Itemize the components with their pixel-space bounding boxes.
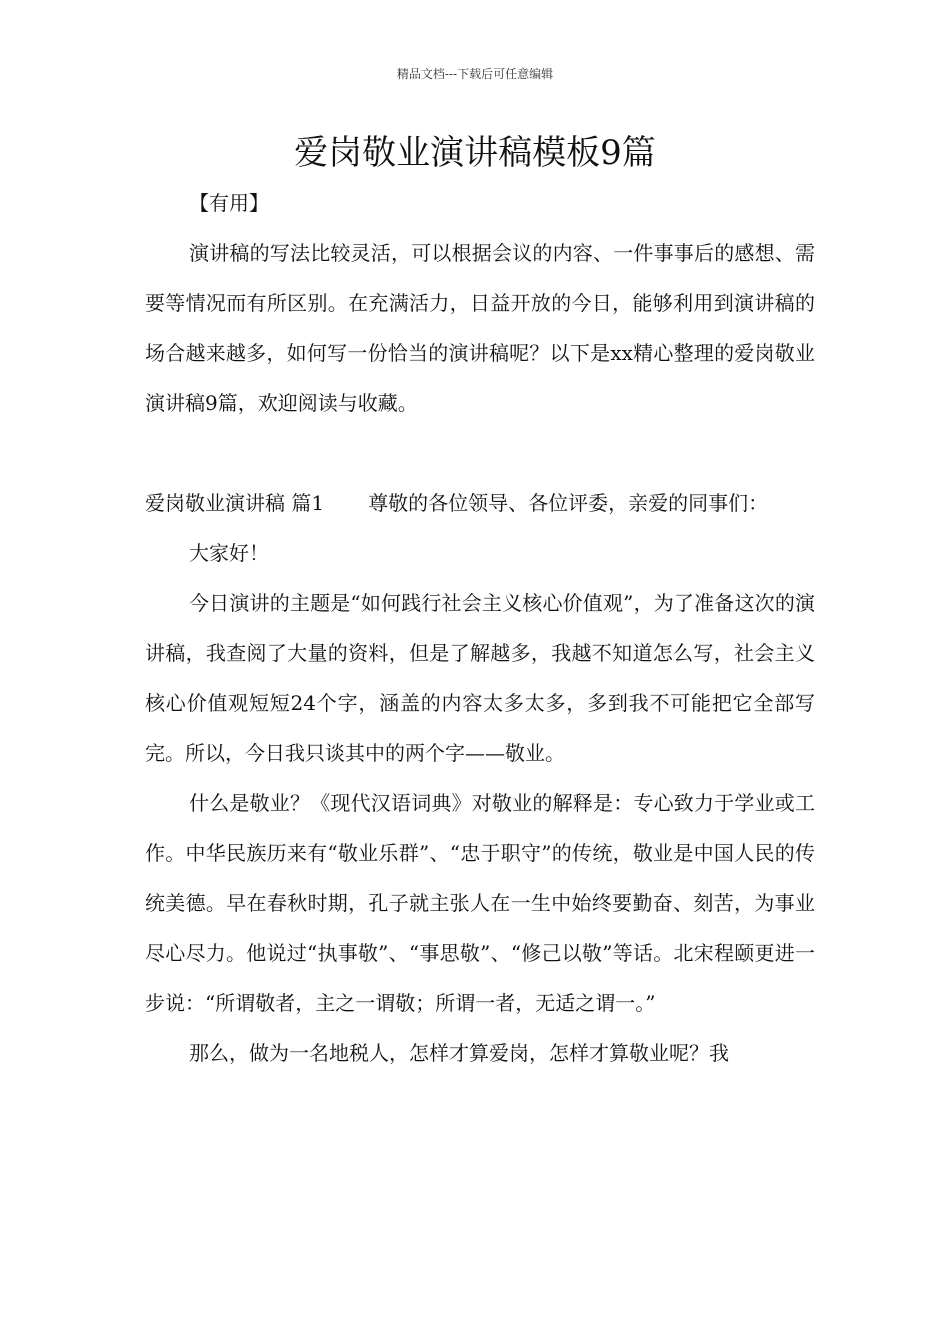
- salutation: 尊敬的各位领导、各位评委，亲爱的同事们：: [368, 491, 769, 515]
- document-body: [145, 178, 815, 1078]
- body-paragraph-1: 今日演讲的主题是“如何践行社会主义核心价值观”，为了准备这次的演讲稿，我查阅了大量的资料，但是了解越多，我越不知道怎么写，社会主义核心价值观短短24个字，涵盖的内容太多太多，多到我不可能把它全部写完。所以，今日我只谈其中的两个字——敬业。: [145, 591, 815, 765]
- section-heading: 爱岗敬业演讲稿 篇1: [145, 491, 325, 515]
- header-watermark: 精品文档---下载后可任意编辑: [396, 67, 554, 81]
- section-heading-line: [145, 478, 815, 528]
- body-paragraph-2: 什么是敬业？《现代汉语词典》对敬业的解释是：专心致力于学业或工作。中华民族历来有“敬业乐群”、“忠于职守”的传统，敬业是中国人民的传统美德。早在春秋时期，孔子就主张人在一生中始终要勤奋、刻苦，为事业尽心尽力。他说过“执事敬”、“事思敬”、“修己以敬”等话。北宋程颐更进一步说：“所谓敬者，主之一谓敬；所谓一者，无适之谓一。”: [145, 791, 815, 1015]
- intro-paragraph: 演讲稿的写法比较灵活，可以根据会议的内容、一件事事后的感想、需要等情况而有所区别。在充满活力，日益开放的今日，能够利用到演讲稿的场合越来越多，如何写一份恰当的演讲稿呢？以下是xx精心整理的爱岗敬业演讲稿9篇，欢迎阅读与收藏。: [145, 241, 815, 415]
- greeting: 大家好！: [189, 541, 269, 565]
- intro-tag: 【有用】: [189, 191, 269, 215]
- page-title: 爱岗敬业演讲稿模板9篇: [294, 133, 656, 173]
- body-paragraph-3: 那么，做为一名地税人，怎样才算爱岗，怎样才算敬业呢？我: [189, 1041, 729, 1065]
